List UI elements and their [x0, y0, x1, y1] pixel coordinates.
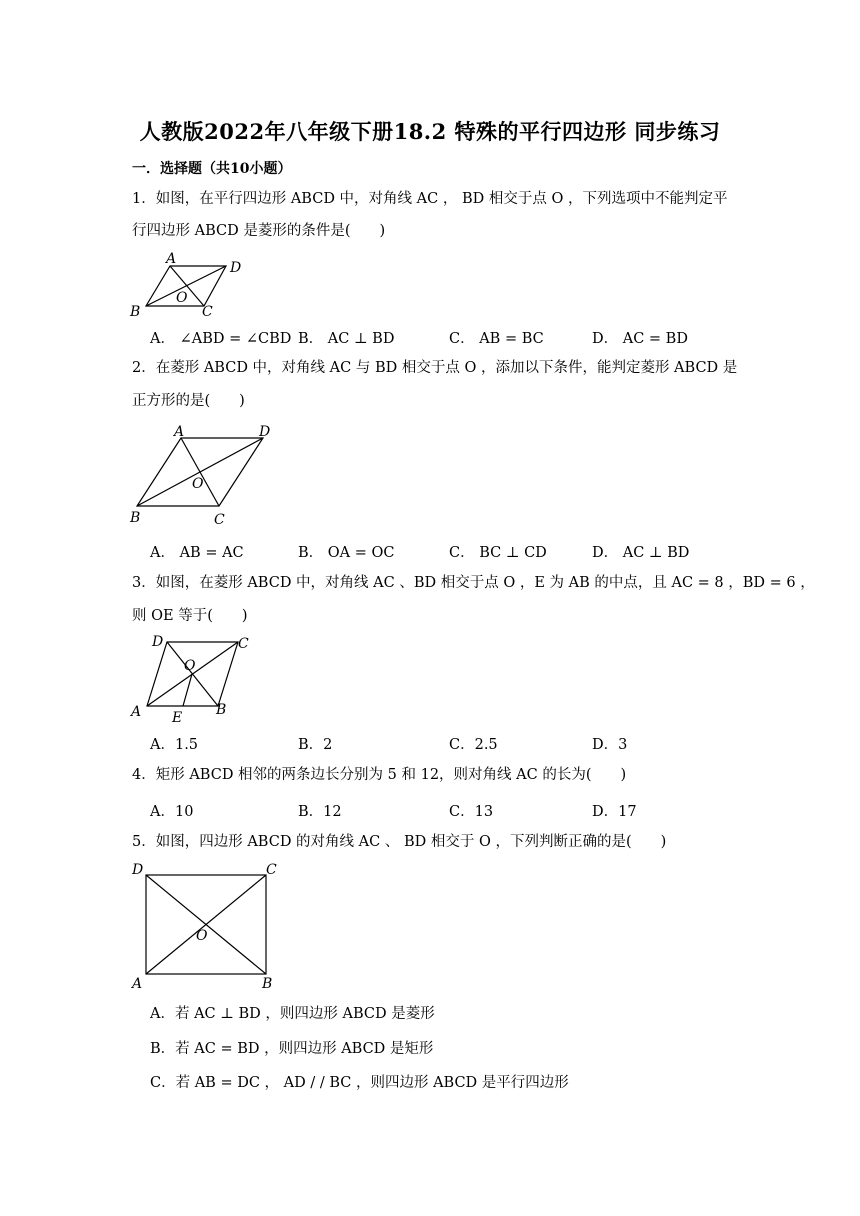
- question-5-option-b: B．若 AC = BD ，则四边形 ABCD 是矩形: [150, 1041, 434, 1057]
- label-b: B: [130, 510, 141, 526]
- question-2-figure: [128, 420, 288, 530]
- question-5-line-1: 5．如图，四边形 ABCD 的对角线 AC 、 BD 相交于 O ，下列判断正确的是( ): [132, 834, 667, 850]
- label-c: C: [214, 512, 225, 528]
- question-5-option-a: A．若 AC ⊥ BD ，则四边形 ABCD 是菱形: [150, 1006, 435, 1022]
- question-1-line-2: 行四边形 ABCD 是菱形的条件是( ): [132, 223, 386, 239]
- question-2-option-b: B． OA = OC: [298, 545, 395, 561]
- label-a: A: [131, 704, 142, 720]
- segment-oe: [183, 674, 192, 706]
- question-4-option-b: B．12: [298, 804, 342, 820]
- question-4-option-a: A．10: [150, 804, 194, 820]
- label-c: C: [238, 636, 249, 652]
- label-o: O: [196, 928, 208, 944]
- question-3-line-2: 则 OE 等于( ): [132, 608, 248, 624]
- diagonal-bd: [137, 438, 263, 506]
- question-1-option-d: D． AC = BD: [592, 331, 688, 347]
- label-b: B: [262, 976, 273, 992]
- question-3-figure: [128, 630, 258, 725]
- label-a: A: [132, 976, 143, 992]
- question-2-option-d: D． AC ⊥ BD: [592, 545, 690, 561]
- label-d: D: [259, 424, 271, 440]
- question-1-line-1: 1．如图，在平行四边形 ABCD 中，对角线 AC ， BD 相交于点 O ，下列选项中不能判定平: [132, 191, 728, 207]
- question-4-line-1: 4．矩形 ABCD 相邻的两条边长分别为 5 和 12，则对角线 AC 的长为( ): [132, 767, 627, 783]
- question-3-option-c: C．2.5: [449, 737, 498, 753]
- question-2-option-c: C． BC ⊥ CD: [449, 545, 547, 561]
- question-2-option-a: A． AB = AC: [150, 545, 244, 561]
- label-d: D: [230, 260, 242, 276]
- question-3-line-1: 3．如图，在菱形 ABCD 中，对角线 AC 、BD 相交于点 O ，E 为 AB 的中点，且 AC = 8 ，BD = 6 ，: [132, 575, 815, 591]
- question-2-line-2: 正方形的是( ): [132, 393, 245, 409]
- question-1-option-a: A． ∠ABD = ∠CBD: [150, 331, 292, 347]
- question-4-option-d: D．17: [592, 804, 637, 820]
- question-5-figure: [128, 860, 288, 990]
- label-a: A: [174, 424, 185, 440]
- question-1-option-c: C． AB = BC: [449, 331, 544, 347]
- label-b: B: [216, 702, 227, 718]
- question-5-option-c: C．若 AB = DC ， AD / / BC ，则四边形 ABCD 是平行四边形: [150, 1075, 569, 1091]
- page-title: 人教版2022年八年级下册18.2 特殊的平行四边形 同步练习: [139, 119, 721, 144]
- label-d: D: [132, 862, 144, 878]
- label-e: E: [172, 710, 183, 726]
- question-2-line-1: 2．在菱形 ABCD 中，对角线 AC 与 BD 相交于点 O ，添加以下条件，能判定菱形 ABCD 是: [132, 360, 738, 376]
- question-1-option-b: B． AC ⊥ BD: [298, 331, 395, 347]
- question-1-figure: [128, 252, 258, 322]
- question-3-option-b: B．2: [298, 737, 333, 753]
- label-o: O: [192, 476, 204, 492]
- question-3-option-a: A．1.5: [150, 737, 199, 753]
- label-o: O: [176, 290, 188, 306]
- question-3-option-d: D．3: [592, 737, 628, 753]
- label-a: A: [166, 251, 177, 267]
- label-d: D: [152, 634, 164, 650]
- section-heading: 一．选择题（共10小题）: [132, 161, 292, 177]
- label-c: C: [202, 304, 213, 320]
- label-o: O: [184, 658, 196, 674]
- diagonal-bd: [167, 642, 218, 706]
- label-b: B: [130, 304, 141, 320]
- label-c: C: [266, 862, 277, 878]
- question-4-option-c: C．13: [449, 804, 494, 820]
